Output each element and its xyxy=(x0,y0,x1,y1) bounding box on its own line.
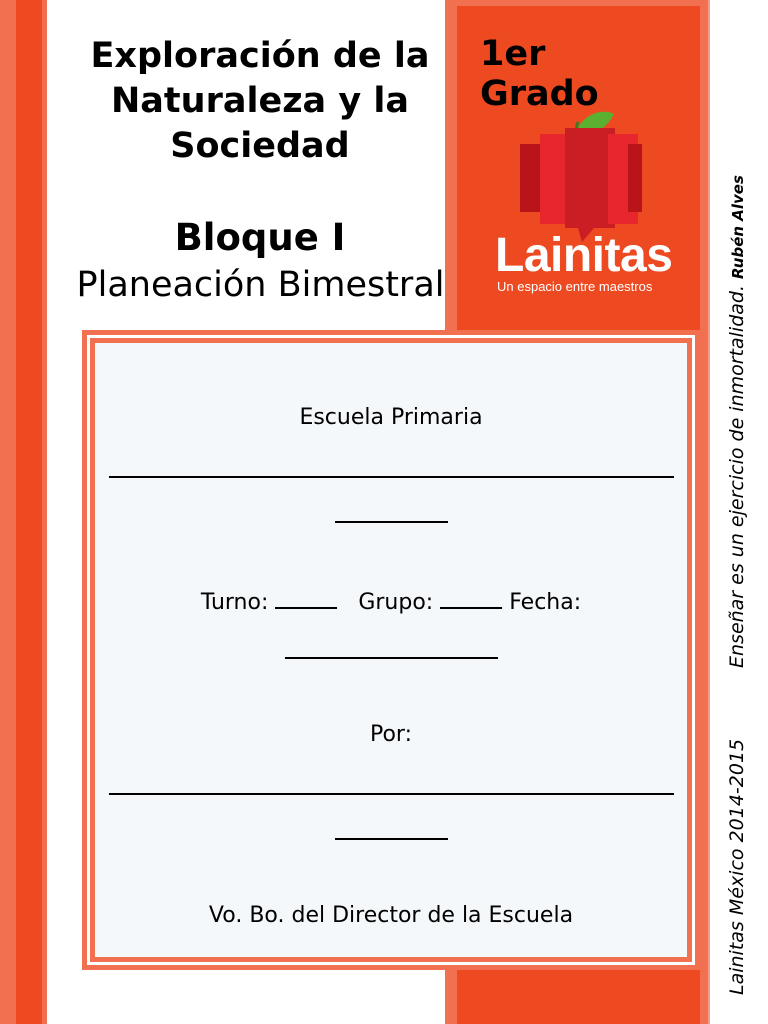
school-name-blank-continued[interactable] xyxy=(335,521,448,523)
subject-title-line: Naturaleza y la xyxy=(111,81,409,121)
subject-title-line: Exploración de la xyxy=(90,36,430,76)
footer-credit: Lainitas México 2014-2015 xyxy=(726,738,748,995)
turno-label: Turno: xyxy=(200,590,269,615)
turno-blank[interactable] xyxy=(275,587,337,609)
side-quote xyxy=(725,175,750,668)
document-subtitle: Planeación Bimestral xyxy=(76,265,445,305)
subject-title-line: Sociedad xyxy=(170,126,350,166)
por-label: Por: xyxy=(369,722,412,747)
fecha-blank[interactable] xyxy=(285,657,498,659)
director-approval-label: Vo. Bo. del Director de la Escuela xyxy=(208,903,574,928)
shift-group-date-row xyxy=(92,587,690,617)
author-blank[interactable] xyxy=(109,793,674,795)
fecha-label: Fecha: xyxy=(509,590,582,615)
brand-tagline: Un espacio entre maestros xyxy=(497,279,653,294)
quote-text: Enseñar es un ejercicio de inmortalidad. xyxy=(726,284,748,668)
school-label: Escuela Primaria xyxy=(299,405,483,430)
brand-name: Lainitas xyxy=(495,229,673,282)
school-name-blank[interactable] xyxy=(109,476,674,478)
grupo-blank[interactable] xyxy=(440,587,502,609)
grade-label: 1er Grado xyxy=(480,34,599,110)
subject-title xyxy=(60,34,460,169)
grupo-label: Grupo: xyxy=(358,590,434,615)
quote-author: Rubén Alves xyxy=(729,175,747,279)
author-blank-continued[interactable] xyxy=(335,838,448,840)
left-decorative-band-inner xyxy=(16,0,42,1024)
block-label: Bloque I xyxy=(174,216,346,259)
